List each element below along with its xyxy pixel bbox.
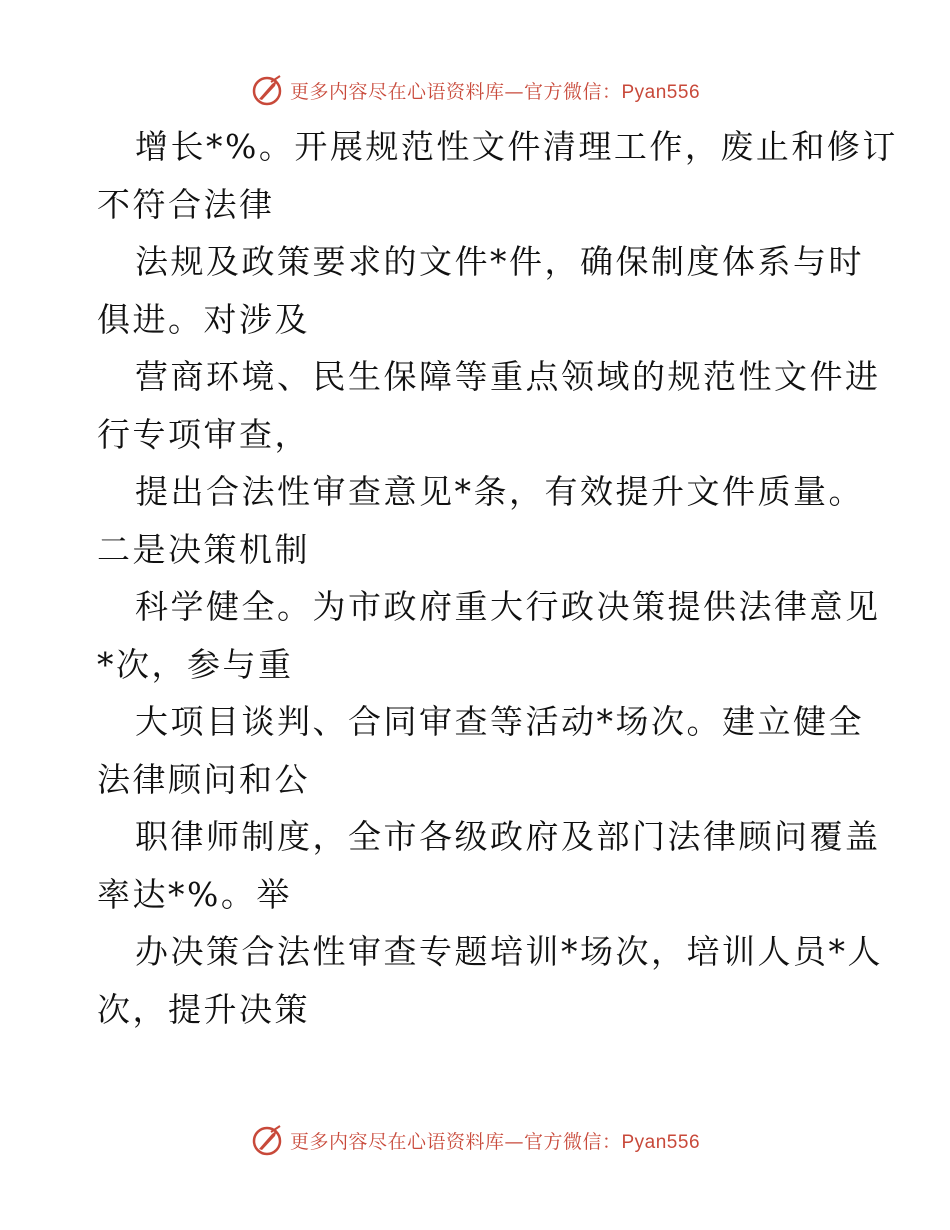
body-text-line: 次，提升决策 — [97, 989, 310, 1029]
body-text-line: 科学健全。为市政府重大行政决策提供法律意见 — [135, 587, 881, 626]
watermark-text — [290, 1127, 700, 1154]
body-text-line: 办决策合法性审查专题培训*场次，培训人员*人 — [135, 932, 883, 971]
watermark-id: Pyan556 — [621, 81, 701, 103]
watermark-label: 更多内容尽在心语资料库—官方微信： — [289, 80, 622, 103]
document-body — [97, 118, 898, 1038]
body-text-line: *次，参与重 — [97, 644, 294, 684]
header-watermark — [0, 70, 950, 110]
body-text-line: 增长*%。开展规范性文件清理工作，废止和修订 — [135, 127, 898, 166]
body-text-line: 不符合法律 — [97, 184, 275, 224]
body-text-line: 法律顾问和公 — [97, 759, 310, 799]
footer-watermark — [0, 1120, 950, 1160]
watermark-id: Pyan556 — [621, 1131, 701, 1153]
body-text-line: 大项目谈判、合同审查等活动*场次。建立健全 — [135, 702, 864, 741]
body-text-line: 率达*%。举 — [97, 874, 292, 914]
body-text-line: 二是决策机制 — [97, 529, 310, 569]
body-text-line: 行专项审查， — [97, 414, 310, 454]
body-text-line: 俱进。对涉及 — [97, 299, 310, 339]
watermark-label: 更多内容尽在心语资料库—官方微信： — [289, 1130, 622, 1153]
body-text-line: 职律师制度，全市各级政府及部门法律顾问覆盖 — [135, 817, 881, 856]
watermark-text — [290, 77, 700, 104]
pen-logo-icon — [250, 72, 286, 108]
body-text-line: 提出合法性审查意见*条，有效提升文件质量。 — [135, 472, 864, 511]
body-text-line: 法规及政策要求的文件*件，确保制度体系与时 — [135, 242, 864, 281]
body-text-line: 营商环境、民生保障等重点领域的规范性文件进 — [135, 357, 881, 396]
pen-logo-icon — [250, 1122, 286, 1158]
